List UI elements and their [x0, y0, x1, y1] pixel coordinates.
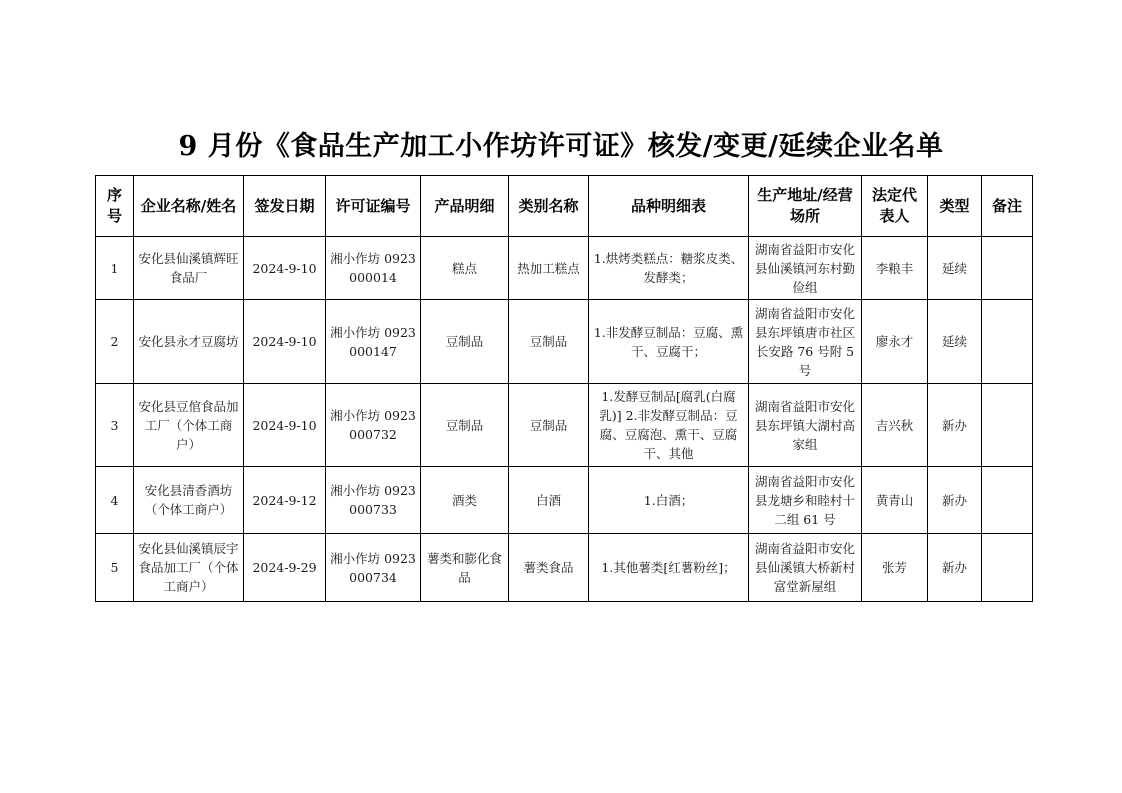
cell-serial: 1: [96, 237, 134, 300]
cell-legal-rep: 李粮丰: [862, 237, 928, 300]
header-varieties: 品种明细表: [589, 176, 749, 237]
cell-address: 湖南省益阳市安化县东坪镇唐市社区长安路 76 号附 5 号: [749, 300, 862, 384]
cell-category: 薯类食品: [509, 534, 589, 602]
cell-enterprise-name: 安化县仙溪镇辰宇食品加工厂（个体工商户）: [134, 534, 244, 602]
page-title: 9 月份《食品生产加工小作坊许可证》核发/变更/延续企业名单: [178, 131, 944, 162]
cell-license-number: 湘小作坊 0923000014: [326, 237, 421, 300]
cell-legal-rep: 吉兴秋: [862, 384, 928, 467]
cell-issue-date: 2024-9-10: [244, 237, 326, 300]
header-type: 类型: [928, 176, 982, 237]
cell-issue-date: 2024-9-10: [244, 384, 326, 467]
cell-category: 豆制品: [509, 384, 589, 467]
cell-category: 热加工糕点: [509, 237, 589, 300]
cell-license-number: 湘小作坊 0923000733: [326, 467, 421, 534]
cell-remark: [982, 467, 1033, 534]
cell-legal-rep: 廖永才: [862, 300, 928, 384]
cell-product-detail: 豆制品: [421, 300, 509, 384]
cell-license-number: 湘小作坊 0923000734: [326, 534, 421, 602]
header-license-number: 许可证编号: [326, 176, 421, 237]
cell-type: 新办: [928, 467, 982, 534]
cell-address: 湖南省益阳市安化县龙塘乡和睦村十二组 61 号: [749, 467, 862, 534]
table-row: [96, 384, 1033, 467]
cell-product-detail: 薯类和膨化食品: [421, 534, 509, 602]
cell-varieties: 1.白酒；: [589, 467, 749, 534]
cell-type: 延续: [928, 300, 982, 384]
cell-varieties: 1.非发酵豆制品：豆腐、熏干、豆腐干；: [589, 300, 749, 384]
cell-enterprise-name: 安化县清香酒坊（个体工商户）: [134, 467, 244, 534]
enterprise-license-table: [95, 175, 1033, 602]
table-row: [96, 467, 1033, 534]
cell-remark: [982, 300, 1033, 384]
header-serial: 序号: [96, 176, 134, 237]
header-category: 类别名称: [509, 176, 589, 237]
cell-serial: 5: [96, 534, 134, 602]
cell-enterprise-name: 安化县豆倌食品加工厂（个体工商户）: [134, 384, 244, 467]
table-row: [96, 534, 1033, 602]
table-header-row: [96, 176, 1033, 237]
cell-license-number: 湘小作坊 0923000147: [326, 300, 421, 384]
cell-legal-rep: 张芳: [862, 534, 928, 602]
cell-serial: 2: [96, 300, 134, 384]
cell-varieties: 1.烘烤类糕点：糖浆皮类、发酵类；: [589, 237, 749, 300]
cell-type: 新办: [928, 384, 982, 467]
cell-varieties: 1.其他薯类[红薯粉丝]；: [589, 534, 749, 602]
cell-issue-date: 2024-9-12: [244, 467, 326, 534]
cell-address: 湖南省益阳市安化县仙溪镇大桥新村富堂新屋组: [749, 534, 862, 602]
cell-varieties: 1.发酵豆制品[腐乳(白腐乳)] 2.非发酵豆制品：豆腐、豆腐泡、熏干、豆腐干、其他: [589, 384, 749, 467]
cell-issue-date: 2024-9-10: [244, 300, 326, 384]
table-row: [96, 237, 1033, 300]
cell-product-detail: 酒类: [421, 467, 509, 534]
cell-enterprise-name: 安化县仙溪镇辉旺食品厂: [134, 237, 244, 300]
cell-category: 豆制品: [509, 300, 589, 384]
cell-product-detail: 糕点: [421, 237, 509, 300]
header-remark: 备注: [982, 176, 1033, 237]
cell-address: 湖南省益阳市安化县仙溪镇河东村勤俭组: [749, 237, 862, 300]
cell-type: 新办: [928, 534, 982, 602]
cell-enterprise-name: 安化县永才豆腐坊: [134, 300, 244, 384]
cell-legal-rep: 黄青山: [862, 467, 928, 534]
cell-product-detail: 豆制品: [421, 384, 509, 467]
table-row: [96, 300, 1033, 384]
cell-issue-date: 2024-9-29: [244, 534, 326, 602]
cell-license-number: 湘小作坊 0923000732: [326, 384, 421, 467]
header-issue-date: 签发日期: [244, 176, 326, 237]
header-enterprise-name: 企业名称/姓名: [134, 176, 244, 237]
header-address: 生产地址/经营场所: [749, 176, 862, 237]
cell-category: 白酒: [509, 467, 589, 534]
cell-serial: 4: [96, 467, 134, 534]
header-product-detail: 产品明细: [421, 176, 509, 237]
cell-remark: [982, 384, 1033, 467]
cell-address: 湖南省益阳市安化县东坪镇大湖村高家组: [749, 384, 862, 467]
cell-remark: [982, 237, 1033, 300]
cell-serial: 3: [96, 384, 134, 467]
header-legal-rep: 法定代表人: [862, 176, 928, 237]
cell-type: 延续: [928, 237, 982, 300]
cell-remark: [982, 534, 1033, 602]
